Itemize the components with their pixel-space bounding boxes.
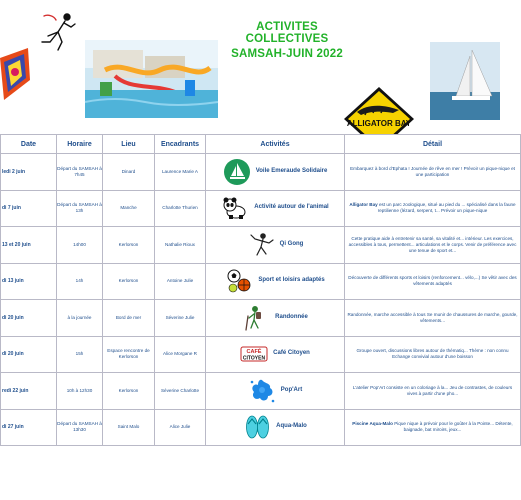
cell-detail: [345, 300, 521, 337]
detail-highlight: Alligator Bay: [349, 202, 378, 208]
activity-label: Voile Emeraude Solidaire: [255, 167, 328, 174]
detail-text: Découverte de différents sports et loisirs (renforcement... vélo,...) Se vêtir avec des vêtements adaptés: [348, 275, 517, 287]
cell-activite: [206, 300, 345, 337]
cell-activite: [206, 190, 345, 227]
detail-highlight: Piscine Aqua-Malo: [352, 421, 393, 427]
svg-text:CAFÉ: CAFÉ: [246, 349, 262, 356]
cell-encadrants: Laurence Marie A: [155, 154, 206, 191]
cell-activite: [206, 373, 345, 410]
activity-label: Randonnée: [275, 313, 308, 320]
cell-detail: [345, 409, 521, 446]
page-subtitle: SAMSAH-JUIN 2022: [231, 48, 343, 60]
table-row: [1, 263, 521, 300]
cell-activite: [206, 336, 345, 373]
cell-detail: [345, 373, 521, 410]
cell-encadrants: Séverine Julie: [155, 300, 206, 337]
table-row: [1, 190, 521, 227]
cell-date: 13 et 20 juin: [1, 227, 57, 264]
activity-label: Aqua-Malo: [276, 423, 307, 430]
cell-encadrants: Nathalie Rioux: [155, 227, 206, 264]
detail-text: Groupe ouvert, discussions libres autour de thématiq... Thème : non connu Echange convivial autour d'une boisson: [356, 348, 509, 360]
cell-encadrants: Alice Julie: [155, 409, 206, 446]
activity-label: Café Citoyen: [273, 350, 310, 357]
table-row: [1, 227, 521, 264]
col-header-date: Date: [1, 135, 57, 154]
logo-text-line1: ALLIGATOR BAY: [346, 119, 412, 128]
cell-date: ledi 2 juin: [1, 154, 57, 191]
cell-lieu: Manche: [103, 190, 155, 227]
col-header-detail: Détail: [345, 135, 521, 154]
cell-activite: [206, 409, 345, 446]
cell-date: di 20 juin: [1, 300, 57, 337]
activity-label: Pop'Art: [280, 386, 303, 393]
cell-horaire: à la journée: [57, 300, 103, 337]
cafe-citoyen-logo-icon: [240, 340, 268, 368]
cell-horaire: 15h: [57, 336, 103, 373]
cell-lieu: Dinard: [103, 154, 155, 191]
hiker-icon: [242, 304, 270, 332]
col-header-lieu: Lieu: [103, 135, 155, 154]
sports-balls-icon: [225, 267, 253, 295]
cell-lieu: Saint Malo: [103, 409, 155, 446]
table-row: [1, 154, 521, 191]
table-row: [1, 336, 521, 373]
paint-splash-icon: [248, 377, 276, 405]
activity-label: Activité autour de l'animal: [254, 204, 329, 211]
cell-horaire: Départ du SAMSAH à 13h: [57, 190, 103, 227]
water-park-image: [85, 40, 218, 118]
cell-encadrants: Charlotte Thurien: [155, 190, 206, 227]
cell-horaire: Départ du SAMSAH à 13h30: [57, 409, 103, 446]
flip-flops-icon: [243, 413, 271, 441]
cell-detail: [345, 190, 521, 227]
cell-horaire: 10h à 12h30: [57, 373, 103, 410]
page-title: ACTIVITES COLLECTIVES: [245, 21, 329, 45]
cell-lieu: Kerlorson: [103, 227, 155, 264]
cell-date: di 7 juin: [1, 190, 57, 227]
cell-encadrants: Séverine Charlotte: [155, 373, 206, 410]
col-header-encadrants: Encadrants: [155, 135, 206, 154]
activity-label: Sport et loisirs adaptés: [258, 277, 325, 284]
cell-horaire: 14h: [57, 263, 103, 300]
cell-detail: [345, 154, 521, 191]
cell-lieu: Kerlorson: [103, 263, 155, 300]
table-row: [1, 409, 521, 446]
cell-detail: [345, 227, 521, 264]
cell-detail: [345, 263, 521, 300]
sailboat-image: [430, 42, 500, 120]
runner-drawing-image: [38, 12, 78, 56]
kite-image: [0, 48, 30, 100]
cell-date: di 20 juin: [1, 336, 57, 373]
panda-icon: [221, 194, 249, 222]
detail-text: Cette pratique aide à entretenir sa santé, sa vitalité et... intérieur. Les exercices, accessibles à tous, permettent... articulations et le corps. Venir de préférence avec une tenue de sport et...: [348, 235, 517, 253]
col-header-horaire: Horaire: [57, 135, 103, 154]
table-row: [1, 373, 521, 410]
table-row: [1, 300, 521, 337]
detail-text: Randonnée, marche accessible à tous Se munir de chaussures de marche, gourde, vêtements...: [347, 311, 518, 323]
cell-activite: [206, 154, 345, 191]
cell-activite: [206, 227, 345, 264]
cell-lieu: Kerlorson: [103, 373, 155, 410]
svg-text:CITOYEN: CITOYEN: [243, 355, 266, 362]
table-header-row: [1, 135, 521, 154]
cell-lieu: Bord de mer: [103, 300, 155, 337]
activities-table: [0, 134, 521, 446]
cell-detail: [345, 336, 521, 373]
cell-encadrants: Alice Morgane R: [155, 336, 206, 373]
cell-lieu: Espace rencontre de Kerlorson: [103, 336, 155, 373]
cell-date: di 13 juin: [1, 263, 57, 300]
cell-date: di 27 juin: [1, 409, 57, 446]
sailing-logo-icon: [223, 158, 251, 186]
cell-activite: [206, 263, 345, 300]
cell-date: redi 22 juin: [1, 373, 57, 410]
cell-horaire: Départ du SAMSAH à 7h45: [57, 154, 103, 191]
detail-text: Pique nique à prévoir pour le goûter à la Pointe... Détente, baignade, bat miroirs, jeux...: [394, 421, 513, 433]
detail-text: Embarquez à bord d'Ephata ! Journée de rêve en mer ! Prévoir un pique-nique et une participation: [350, 165, 515, 177]
qigong-figure-icon: [247, 231, 275, 259]
cell-encadrants: Antoine Julie: [155, 263, 206, 300]
cell-horaire: 14h00: [57, 227, 103, 264]
col-header-activites: Activités: [206, 135, 345, 154]
detail-text: L'atelier Pop'Art consiste en un coloriage à la... Jeu de contrastes, de couleurs vives à partir d'une pho...: [352, 384, 513, 396]
detail-text: est un parc zoologique, situé au pied du ... spécialisé dans la faune reptilienne (lézard, serpent, t... Prévoir un pique-nique: [377, 202, 516, 214]
activity-label: Qi Gong: [279, 240, 304, 247]
